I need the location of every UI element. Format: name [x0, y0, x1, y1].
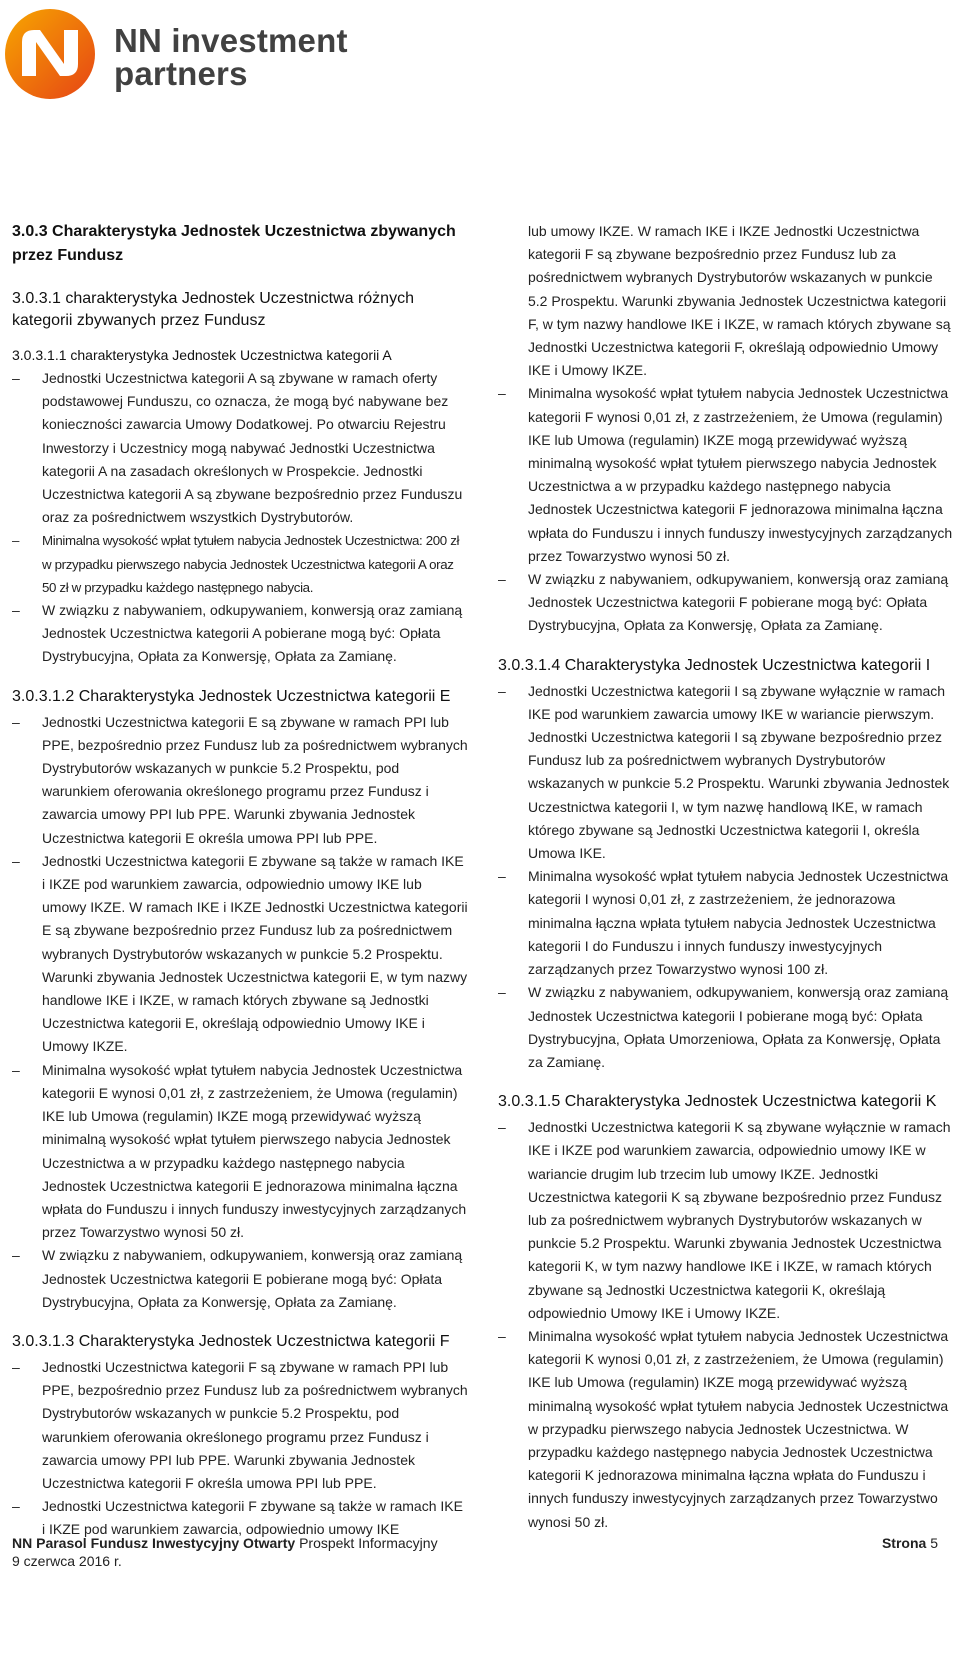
category-i-list [498, 680, 954, 1074]
list-item [498, 1325, 954, 1534]
page-number-value: 5 [930, 1535, 938, 1551]
subsection-heading: 3.0.3.1 charakterystyka Jednostek Uczestnictwa różnych kategorii zbywanych przez Fundusz [12, 290, 414, 329]
footer-doc-type: Prospekt Informacyjny [299, 1535, 438, 1551]
category-f-list [12, 1356, 468, 1542]
list-item [498, 981, 954, 1074]
bullet-dash: – [12, 1247, 20, 1264]
bullet-dash: – [498, 1327, 506, 1344]
list-item-text: Minimalna wysokość wpłat tytułem nabycia Jednostek Uczestnictwa kategorii I wynosi 0,01 zł, z zastrzeżeniem, że jednorazowa minimalna łączna wpłata tytułem nabycia Jednostek Uczestnictwa kategorii I do Funduszu i innych funduszy inwestycyjnych zarządzanych przez Towarzystwo wynosi 100 zł. [528, 868, 949, 978]
list-item-text: Jednostki Uczestnictwa kategorii E są zbywane w ramach PPI lub PPE, bezpośrednio przez Fundusz lub za pośrednictwem wybranych Dystrybutorów wskazanych w punkcie 5.2 Prospektu, pod warunkiem oferowania określonego programu przez Fundusz i zawarcia umowy PPI lub PPE. Warunki zbywania Jednostek Uczestnictwa kategorii E określa umowa PPI lub PPE. [42, 713, 468, 846]
footer-date: 9 czerwca 2016 r. [12, 1553, 122, 1569]
bullet-dash: – [498, 682, 506, 699]
list-item [498, 568, 954, 638]
category-i-heading: 3.0.3.1.4 Charakterystyka Jednostek Uczestnictwa kategorii I [498, 656, 931, 674]
bullet-dash: – [498, 1119, 506, 1136]
bullet-dash: – [12, 713, 20, 730]
list-item [12, 599, 468, 669]
list-item [12, 711, 468, 850]
company-logo [4, 6, 364, 106]
list-item-text: Jednostki Uczestnictwa kategorii A są zbywane w ramach oferty podstawowej Funduszu, co oznacza, że mogą być nabywane bez konieczności zawarcia Umowy Dodatkowej. Po otwarciu Rejestru Inwestorzy i Uczestnicy mogą nabywać Jednostki Uczestnictwa kategorii A na zasadach określonych w Prospekcie. Jednostki Uczestnictwa kategorii A są zbywane bezpośrednio przez Funduszu oraz za pośrednictwem wszystkich Dystrybutorów. [42, 370, 463, 526]
list-item [12, 1244, 468, 1314]
list-item-text: Minimalna wysokość wpłat tytułem nabycia Jednostek Uczestnictwa kategorii E wynosi 0,01 zł, z zastrzeżeniem, że Umowa (regulamin) IKE lub Umowa (regulamin) IKZE mogą przewidywać wyższą minimalną wysokość wpłat tytułem pierwszego nabycia Jednostek Uczestnictwa a w przypadku każdego następnego nabycia Jednostek Uczestnictwa kategorii E jednorazowa minimalna łączna wpłata do Funduszu i innych funduszy inwestycyjnych zarządzanych przez Towarzystwo wynosi 50 zł. [42, 1061, 467, 1241]
bullet-dash: – [498, 984, 506, 1001]
bullet-dash: – [12, 1498, 20, 1515]
list-item-text: Jednostki Uczestnictwa kategorii F są zbywane w ramach PPI lub PPE, bezpośrednio przez Fundusz lub za pośrednictwem wybranych Dystrybutorów wskazanych w punkcie 5.2 Prospektu, pod warunkiem oferowania określonego programu przez Fundusz i zawarcia umowy PPI lub PPE. Warunki zbywania Jednostek Uczestnictwa kategorii F określa umowa PPI lub PPE. [42, 1358, 468, 1491]
category-f-heading: 3.0.3.1.3 Charakterystyka Jednostek Uczestnictwa kategorii F [12, 1332, 450, 1350]
bullet-dash: – [498, 868, 506, 885]
page-footer [12, 1534, 948, 1570]
bullet-dash: – [498, 571, 506, 588]
list-item [498, 865, 954, 981]
category-k-list [498, 1116, 954, 1534]
footer-doc-line [12, 1534, 948, 1552]
list-item-text: W związku z nabywaniem, odkupywaniem, konwersją oraz zamianą Jednostek Uczestnictwa kategorii F pobierane mogą być: Opłata Dystrybucyjna, Opłata za Konwersję, Opłata za Zamianę. [528, 571, 949, 634]
category-e-list [12, 711, 468, 1314]
page-label: Strona [881, 1535, 927, 1551]
logo-line-1: NN investment [114, 22, 348, 59]
list-item-text: Jednostki Uczestnictwa kategorii K są zbywane wyłącznie w ramach IKE i IKZE pod warunkiem zawarcia, odpowiednio umowy IKE w wariancie drugim lub trzecim lub umowy IKZE. Jednostki Uczestnictwa kategorii K są zbywane bezpośrednio przez Fundusz lub za pośrednictwem wybranych Dystrybutorów wskazanych w punkcie 5.2 Prospektu. Warunki zbywania Jednostek Uczestnictwa kategorii K, w tym nazwy handlowe IKE i IKZE, w ramach których zbywane są Jednostki Uczestnictwa kategorii K, określają odpowiednio Umowy IKE i Umowy IKZE. [528, 1119, 951, 1321]
page-number [882, 1534, 938, 1552]
logo-line-2: partners [114, 55, 248, 92]
bullet-dash: – [12, 370, 20, 386]
category-f-list-cont [498, 382, 954, 637]
list-item [12, 367, 468, 529]
list-item-text: Jednostki Uczestnictwa kategorii F zbywane są także w ramach IKE i IKZE pod warunkiem zawarcia, odpowiednio umowy IKE [42, 1498, 463, 1538]
list-item [498, 382, 954, 568]
footer-fund-name: NN Parasol Fundusz Inwestycyjny Otwarty [12, 1535, 296, 1551]
list-item-text: W związku z nabywaniem, odkupywaniem, konwersją oraz zamianą Jednostek Uczestnictwa kategorii A pobierane mogą być: Opłata Dystrybucyjna, Opłata za Konwersję, Opłata za Zamianę. [42, 602, 463, 665]
section-heading: 3.0.3 Charakterystyka Jednostek Uczestnictwa zbywanych przez Fundusz [12, 223, 456, 264]
category-e-heading: 3.0.3.1.2 Charakterystyka Jednostek Uczestnictwa kategorii E [12, 687, 451, 705]
list-item [12, 529, 468, 599]
list-item [498, 1116, 954, 1325]
list-item [498, 680, 954, 866]
category-f-continuation: lub umowy IKZE. W ramach IKE i IKZE Jednostki Uczestnictwa kategorii F są zbywane bezpośrednio przez Fundusz lub za pośrednictwem wybranych Dystrybutorów wskazanych w punkcie 5.2 Prospektu. Warunki zbywania Jednostek Uczestnictwa kategorii F, w tym nazwy handlowe IKE i IKZE, w ramach których zbywane są Jednostki Uczestnictwa kategorii F, określają odpowiednio Umowy IKE i Umowy IKZE. [528, 223, 951, 379]
list-item-text: Jednostki Uczestnictwa kategorii I są zbywane wyłącznie w ramach IKE pod warunkiem zawarcia umowy IKE w wariancie pierwszym. Jednostki Uczestnictwa kategorii I są zbywane bezpośrednio przez Fundusz lub za pośrednictwem wybranych Dystrybutorów wskazanych w punkcie 5.2 Prospektu. Warunki zbywania Jednostek Uczestnictwa kategorii I, w tym nazwę handlową IKE, w ramach którego zbywane są Jednostki Uczestnictwa kategorii I, określa Umowa IKE. [528, 682, 950, 862]
bullet-dash: – [12, 852, 20, 869]
nn-logo-mark-icon [4, 6, 100, 102]
category-k-heading: 3.0.3.1.5 Charakterystyka Jednostek Uczestnictwa kategorii K [498, 1093, 937, 1111]
list-item-text: Jednostki Uczestnictwa kategorii E zbywane są także w ramach IKE i IKZE pod warunkiem zawarcia, odpowiednio umowy IKE lub umowy IKZE. W ramach IKE i IKZE Jednostki Uczestnictwa kategorii E są zbywane bezpośrednio przez Fundusz lub za pośrednictwem wybranych Dystrybutorów wskazanych w punkcie 5.2 Prospektu. Warunki zbywania Jednostek Uczestnictwa kategorii E, w tym nazwy handlowe IKE i IKZE, w ramach których zbywane są Jednostki Uczestnictwa kategorii E, określają odpowiednio Umowy IKE i Umowy IKZE. [42, 852, 468, 1055]
list-item-text: W związku z nabywaniem, odkupywaniem, konwersją oraz zamianą Jednostek Uczestnictwa kategorii E pobierane mogą być: Opłata Dystrybucyjna, Opłata za Konwersję, Opłata za Zamianę. [42, 1247, 463, 1310]
list-item [12, 1059, 468, 1245]
logo-wordmark [114, 24, 348, 90]
list-item-text: Minimalna wysokość wpłat tytułem nabycia Jednostek Uczestnictwa kategorii K wynosi 0,01 zł, z zastrzeżeniem, że Umowa (regulamin) IKE lub Umowa (regulamin) IKZE mogą przewidywać wyższą minimalną wysokość wpłat tytułem nabycia Jednostek Uczestnictwa w przypadku pierwszego nabycia Jednostek Uczestnictwa. W przypadku każdego następnego nabycia Jednostek Uczestnictwa kategorii K jednorazowa minimalna łączna wpłata do Funduszu i innych funduszy inwestycyjnych zarządzanych przez Towarzystwo wynosi 50 zł. [528, 1327, 949, 1530]
list-item-text: Minimalna wysokość wpłat tytułem nabycia Jednostek Uczestnictwa kategorii F wynosi 0,01 zł, z zastrzeżeniem, że Umowa (regulamin) IKE lub Umowa (regulamin) IKZE mogą przewidywać wyższą minimalną wysokość wpłat tytułem pierwszego nabycia Jednostek Uczestnictwa a w przypadku każdego następnego nabycia Jednostek Uczestnictwa kategorii F jednorazowa minimalna łączna wpłata do Funduszu i innych funduszy inwestycyjnych zarządzanych przez Towarzystwo wynosi 50 zł. [528, 385, 953, 564]
category-a-heading: 3.0.3.1.1 charakterystyka Jednostek Uczestnictwa kategorii A [12, 347, 392, 363]
list-item [12, 1356, 468, 1495]
bullet-dash: – [12, 1358, 20, 1375]
left-column [12, 220, 468, 1542]
bullet-dash: – [498, 385, 506, 402]
list-item-text: W związku z nabywaniem, odkupywaniem, konwersją oraz zamianą Jednostek Uczestnictwa kategorii I pobierane mogą być: Opłata Dystrybucyjna, Opłata Umorzeniowa, Opłata za Konwersję, Opłata za Zamianę. [528, 984, 949, 1070]
category-a-list [12, 367, 468, 669]
right-column [498, 220, 954, 1534]
bullet-dash: – [12, 602, 20, 619]
bullet-dash: – [12, 533, 20, 549]
list-item [12, 850, 468, 1059]
list-item-text: Minimalna wysokość wpłat tytułem nabycia Jednostek Uczestnictwa: 200 zł w przypadku pierwszego nabycia Jednostek Uczestnictwa kategorii A oraz 50 zł w przypadku każdego następnego nabycia. [42, 533, 460, 595]
bullet-dash: – [12, 1061, 20, 1078]
